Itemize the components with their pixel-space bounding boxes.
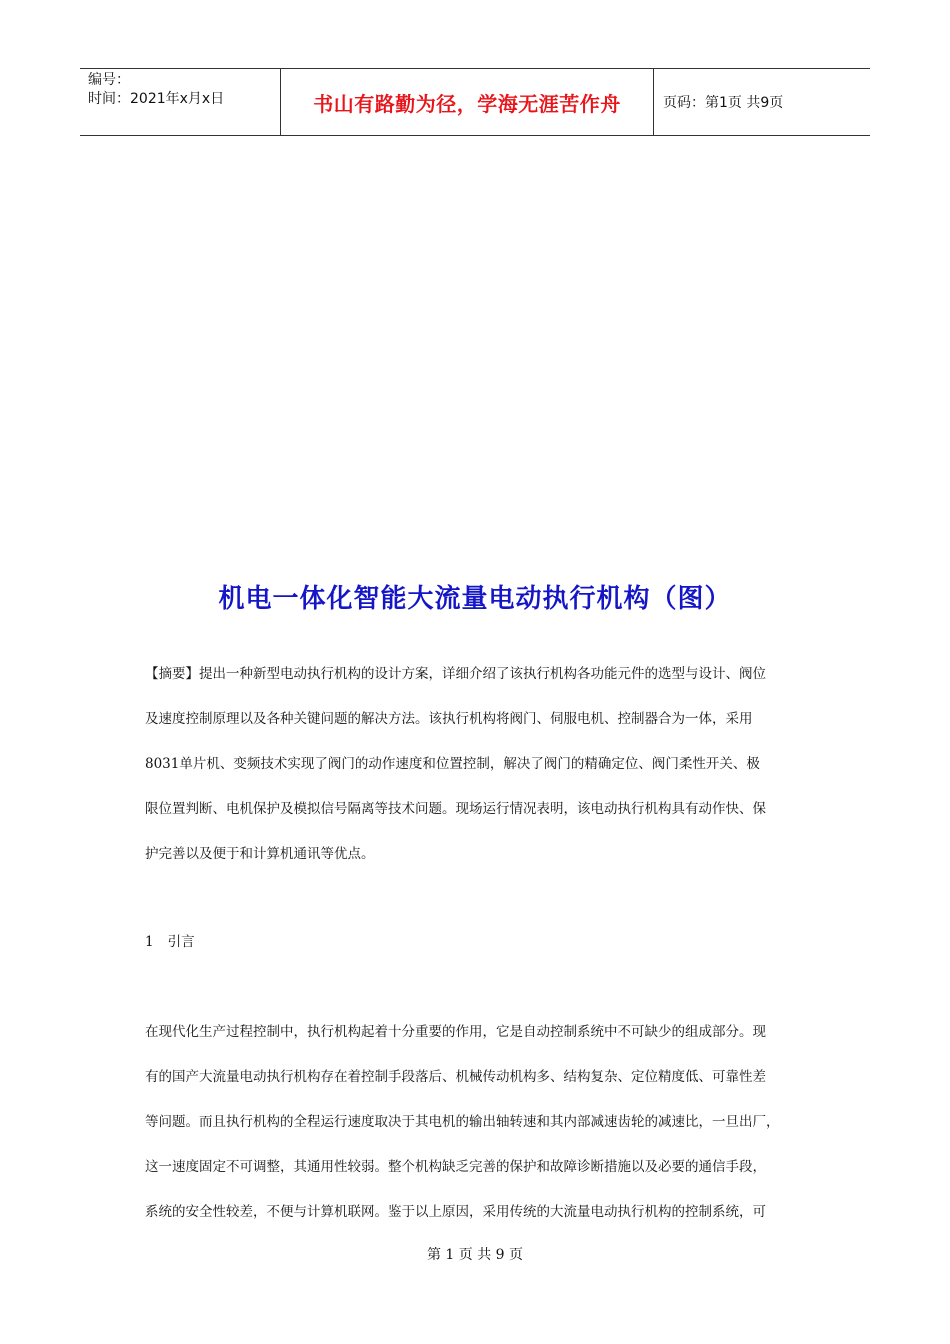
body-paragraph — [145, 1010, 825, 1235]
abstract-line: 8031单片机、变频技术实现了阀门的动作速度和位置控制，解决了阀门的精确定位、阀门柔性开关、极 — [145, 756, 760, 772]
header-left-cell — [80, 69, 281, 135]
section-number: 1 — [145, 934, 154, 950]
body-line: 系统的安全性较差，不便与计算机联网。鉴于以上原因，采用传统的大流量电动执行机构的控制系统，可 — [145, 1204, 766, 1220]
abstract-line: 护完善以及便于和计算机通讯等优点。 — [145, 846, 375, 862]
header-page-info: 页码：第1页 共9页 — [663, 95, 784, 111]
abstract-line: 限位置判断、电机保护及模拟信号隔离等技术问题。现场运行情况表明，该电动执行机构具有动作快、保 — [145, 801, 766, 817]
body-line: 这一速度固定不可调整，其通用性较弱。整个机构缺乏完善的保护和故障诊断措施以及必要的通信手段， — [145, 1159, 766, 1175]
time-label: 时间：2021年x月x日 — [88, 91, 225, 107]
number-label: 编号： — [88, 72, 130, 88]
header-table — [80, 68, 870, 136]
abstract-paragraph — [145, 652, 825, 877]
document-title: 机电一体化智能大流量电动执行机构（图） — [218, 584, 732, 614]
body-line: 在现代化生产过程控制中，执行机构起着十分重要的作用，它是自动控制系统中不可缺少的组成部分。现 — [145, 1024, 766, 1040]
section-title: 引言 — [167, 934, 195, 950]
page-footer: 第 1 页 共 9 页 — [426, 1247, 524, 1263]
abstract-line: 及速度控制原理以及各种关键问题的解决方法。该执行机构将阀门、伺服电机、控制器合为一体，采用 — [145, 711, 753, 727]
section-heading — [145, 930, 195, 950]
body-line: 等问题。而且执行机构的全程运行速度取决于其电机的输出轴转速和其内部减速齿轮的减速比，一旦出厂， — [145, 1114, 780, 1130]
abstract-line: 【摘要】提出一种新型电动执行机构的设计方案，详细介绍了该执行机构各功能元件的选型与设计、阀位 — [145, 666, 766, 682]
header-motto: 书山有路勤为径，学海无涯苦作舟 — [281, 69, 654, 135]
body-line: 有的国产大流量电动执行机构存在着控制手段落后、机械传动机构多、结构复杂、定位精度低、可靠性差 — [145, 1069, 766, 1085]
